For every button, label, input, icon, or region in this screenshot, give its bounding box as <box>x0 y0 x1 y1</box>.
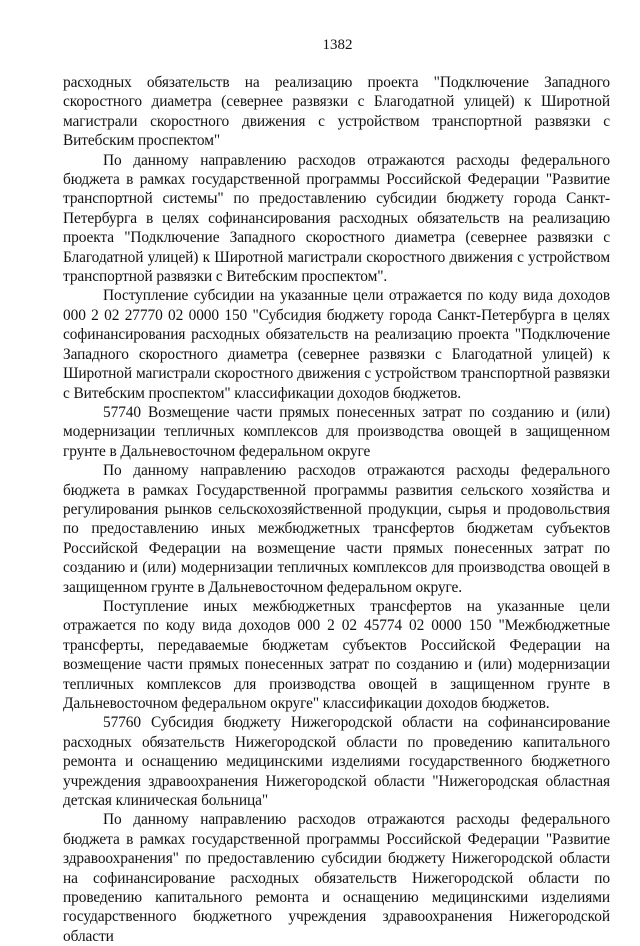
paragraph-expense-description-2: По данному направлению расходов отражаются расходы федерального бюджета в рамках Государственной программы развития сельского хозяйства и регулирования рынков сельскохозяйственной продукции, сырья и продовольствия по предоставлению иных межбюджетных трансфертов бюджетам субъектов Российской Федерации на возмещение части прямых понесенных затрат по созданию и (или) модернизации тепличных комплексов для производства овощей в защищенном грунте в Дальневосточном федеральном округе. <box>63 462 610 596</box>
page-number: 1382 <box>322 37 353 53</box>
paragraph-heading-57760: 57760 Субсидия бюджету Нижегородской области на софинансирование расходных обязательств Нижегородской области по проведению капитального ремонта и оснащению медицинскими изделиями государственного бюджетного учреждения здравоохранения Нижегородской области "Нижегородская областная детская клиническая больница" <box>63 714 610 810</box>
paragraph-income-code-1: Поступление субсидии на указанные цели отражается по коду вида доходов 000 2 02 27770 02 0000 150 "Субсидия бюджету города Санкт-Петербурга в целях софинансирования расходных обязательств на реализацию проекта "Подключение Западного скоростного диаметра (севернее развязки с Благодатной улицей) к Широтной магистрали скоростного движения с устройством транспортной развязки с Витебским проспектом" классификации доходов бюджетов. <box>63 287 610 402</box>
paragraph-income-code-2: Поступление иных межбюджетных трансфертов на указанные цели отражается по коду вида доходов 000 2 02 45774 02 0000 150 "Межбюджетные трансферты, передаваемые бюджетам субъектов Российской Федерации на возмещение части прямых понесенных затрат по созданию и (или) модернизации тепличных комплексов для производства овощей в защищенном грунте в Дальневосточном федеральном округе" классификации доходов бюджетов. <box>63 597 610 712</box>
paragraph-expense-description-1: По данному направлению расходов отражаются расходы федерального бюджета в рамках государственной программы Российской Федерации "Развитие транспортной системы" по предоставлению субсидии бюджету города Санкт-Петербурга в целях софинансирования расходных обязательств на реализацию проекта "Подключение Западного скоростного диаметра (севернее развязки с Благодатной улицей) к Широтной магистрали скоростного движения с устройством транспортной развязки с Витебским проспектом". <box>63 151 610 286</box>
paragraph-continuation: расходных обязательств на реализацию проекта "Подключение Западного скоростного диаметра (севернее развязки с Благодатной улицей) к Широтной магистрали скоростного движения с устройством транспортной развязки с Витебским проспектом" <box>63 74 610 150</box>
paragraph-expense-description-3: По данному направлению расходов отражаются расходы федерального бюджета в рамках государственной программы Российской Федерации "Развитие здравоохранения" по предоставлению субсидии бюджету Нижегородской области на софинансирование расходных обязательств Нижегородской области по проведению капитального ремонта и оснащению медицинскими изделиями государственного бюджетного учреждения здравоохранения Нижегородской области <box>63 811 610 945</box>
paragraph-heading-57740: 57740 Возмещение части прямых понесенных затрат по созданию и (или) модернизации тепличных комплексов для производства овощей в защищенном грунте в Дальневосточном федеральном округе <box>63 403 610 460</box>
